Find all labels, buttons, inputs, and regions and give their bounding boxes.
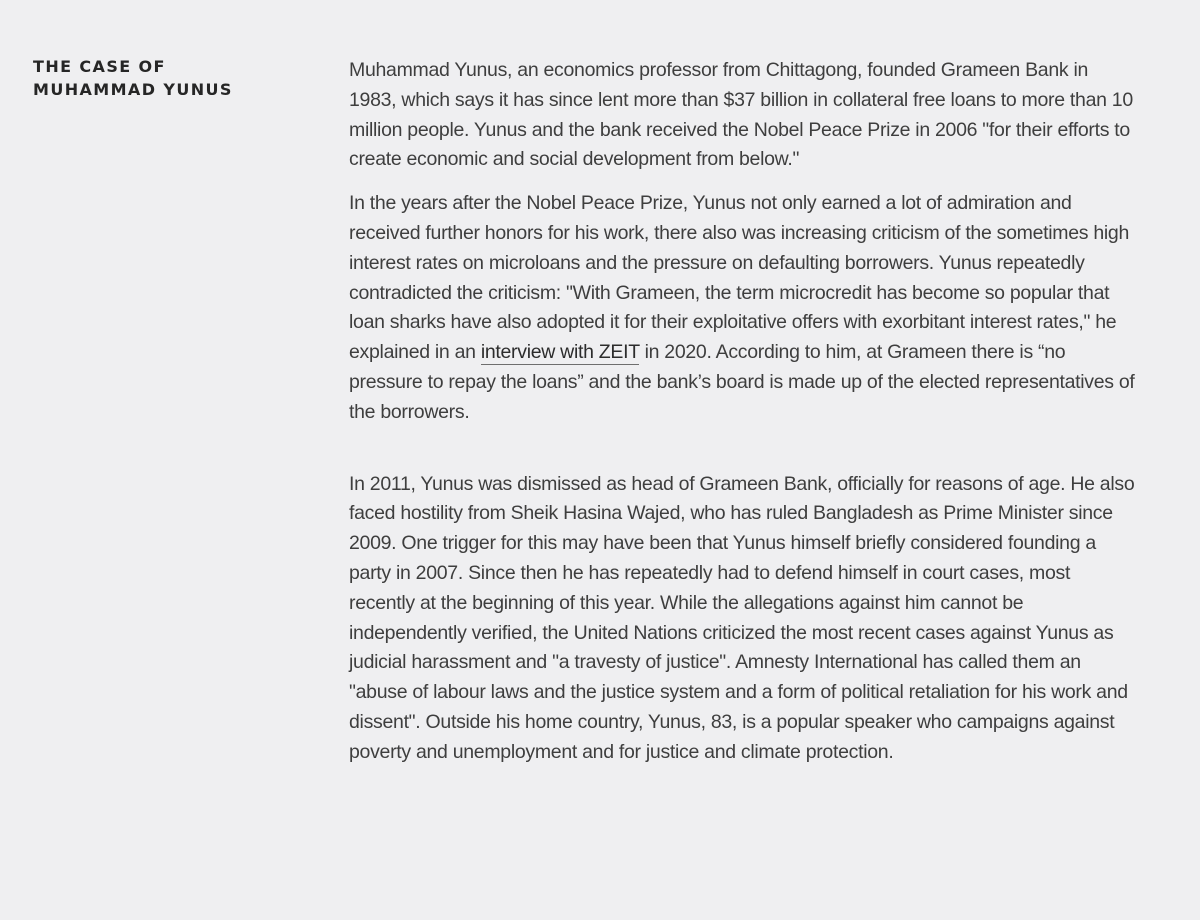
- paragraph-2: [349, 189, 1139, 427]
- paragraph-1: Muhammad Yunus, an economics professor from Chittagong, founded Grameen Bank in 1983, which says it has since lent more than $37 billion in collateral free loans to more than 10 million people. Yunus and the bank received the Nobel Peace Prize in 2006 "for their efforts to create economic and social development from below.": [349, 59, 1133, 171]
- sidebar: [33, 55, 293, 101]
- section-heading-line-2: MUHAMMAD YUNUS: [33, 80, 233, 99]
- section-heading-line-1: THE CASE OF: [33, 57, 166, 76]
- section-heading: [33, 55, 293, 101]
- paragraph-2-text-after-link: in 2020. According to him, at Grameen there is “no pressure to repay the loans” and the bank’s board is made up of the elected representatives of the borrowers.: [349, 341, 1135, 423]
- paragraph-3: In 2011, Yunus was dismissed as head of Grameen Bank, officially for reasons of age. He also faced hostility from Sheik Hasina Wajed, who has ruled Bangladesh as Prime Minister since 2009. One trigger for this may have been that Yunus himself briefly considered founding a party in 2007. Since then he has repeatedly had to defend himself in court cases, most recently at the beginning of this year. While the allegations against him cannot be independently verified, the United Nations criticized the most recent cases against Yunus as judicial harassment and "a travesty of justice". Amnesty International has called them an "abuse of labour laws and the justice system and a form of political retaliation for his work and dissent". Outside his home country, Yunus, 83, is a popular speaker who campaigns against poverty and unemployment and for justice and climate protection.: [349, 472, 1135, 763]
- article-body: [349, 56, 1139, 768]
- paragraph-2-text-before-link: In the years after the Nobel Peace Prize, Yunus not only earned a lot of admiration and received further honors for his work, there also was increasing criticism of the sometimes high interest rates on microloans and the pressure on defaulting borrowers. Yunus repeatedly contradicted the criticism: "With Grameen, the term microcredit has become so popular that loan sharks have also adopted it for their exploitative offers with exorbitant interest rates," he explained in an: [349, 192, 1129, 364]
- zeit-interview-link[interactable]: interview with ZEIT: [480, 341, 640, 364]
